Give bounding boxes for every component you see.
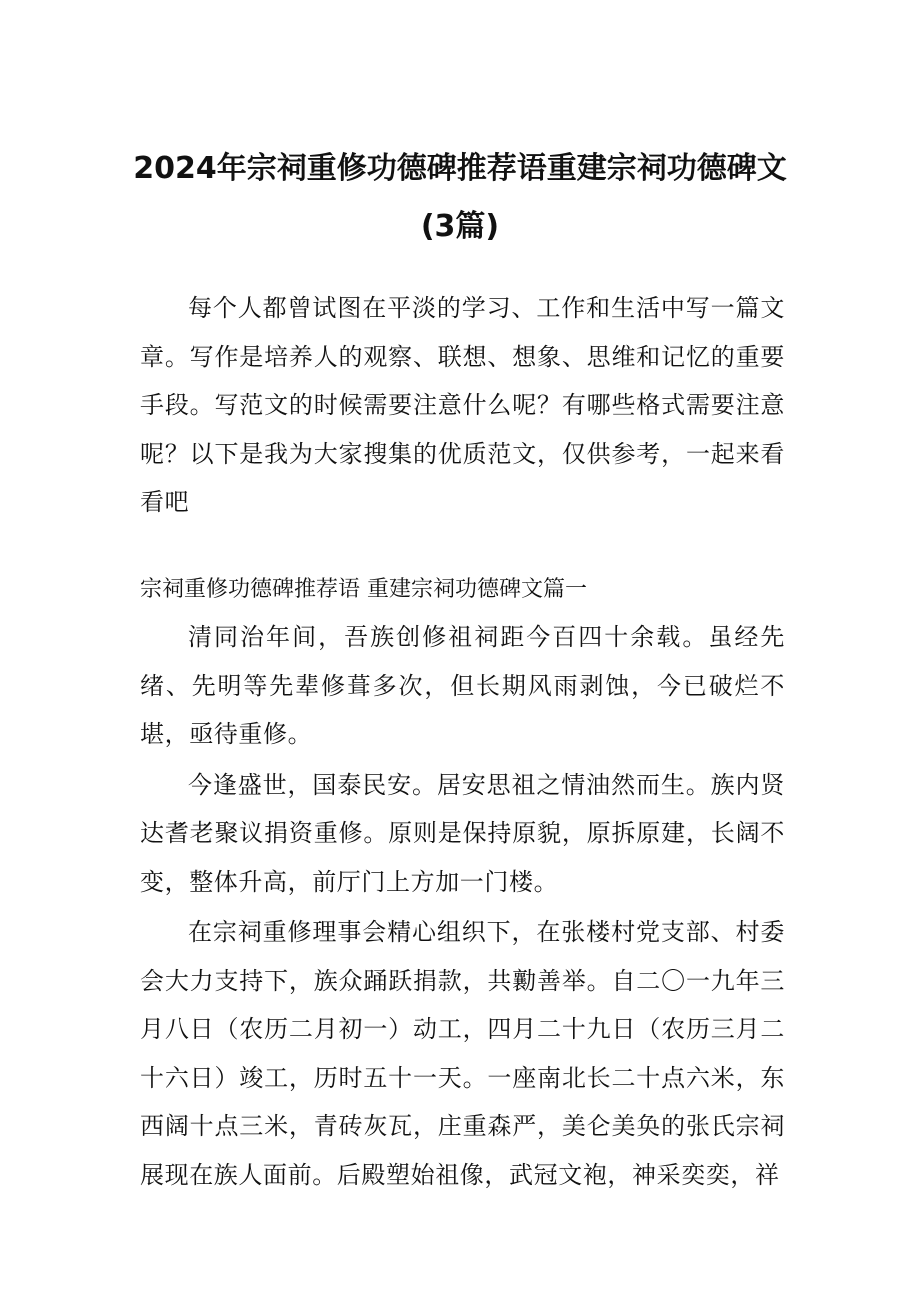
document-title: 2024年宗祠重修功德碑推荐语重建宗祠功德碑文(3篇): [133, 151, 787, 244]
section-heading: 宗祠重修功德碑推荐语 重建宗祠功德碑文篇一: [140, 577, 587, 602]
paragraph-2: 今逢盛世，国泰民安。居安思祖之情油然而生。族内贤达耆老聚议捐资重修。原则是保持原貌，原拆原建，长阔不变，整体升高，前厅门上方加一门楼。: [140, 770, 785, 896]
paragraph-1: 清同治年间，吾族创修祖祠距今百四十余载。虽经先绪、先明等先辈修葺多次，但长期风雨剥蚀，今已破烂不堪，亟待重修。: [140, 623, 785, 748]
paragraph-3: 在宗祠重修理事会精心组织下，在张楼村党支部、村委会大力支持下，族众踊跃捐款，共勷善举。自二〇一九年三月八日（农历二月初一）动工，四月二十九日（农历三月二十六日）竣工，历时五十一天。一座南北长二十点六米，东西阔十点三米，青砖灰瓦，庄重森严，美仑美奂的张氏宗祠展现在族人面前。后殿塑始祖像，武冠文袍，神采奕奕，祥: [140, 918, 785, 1189]
section-content: [140, 613, 785, 1199]
intro-paragraph: 每个人都曾试图在平淡的学习、工作和生活中写一篇文章。写作是培养人的观察、联想、想象、思维和记忆的重要手段。写范文的时候需要注意什么呢？有哪些格式需要注意呢？以下是我为大家搜集的优质范文，仅供参考，一起来看看吧: [140, 294, 785, 516]
intro-block: [140, 284, 785, 527]
